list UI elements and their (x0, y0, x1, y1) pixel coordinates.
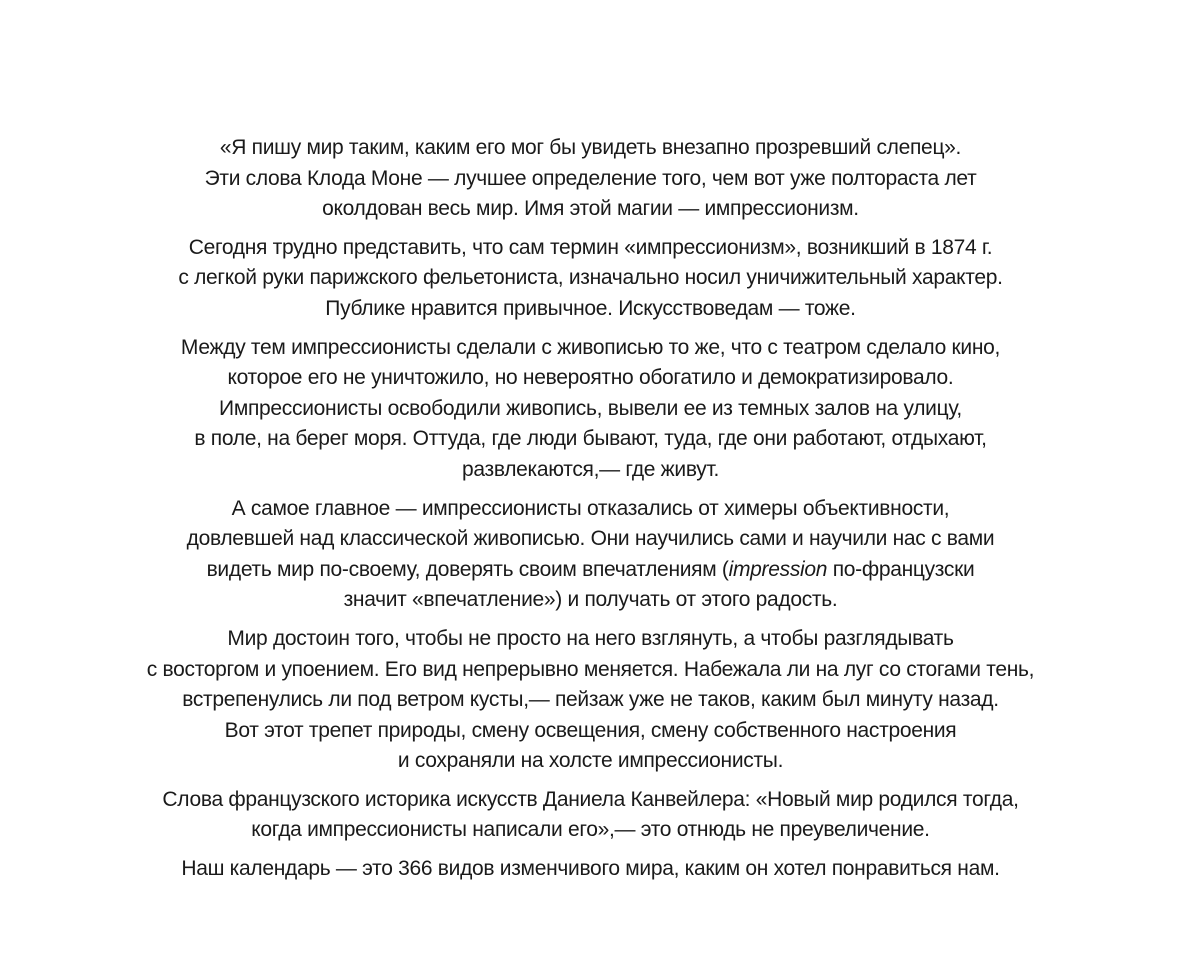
text-line: Сегодня трудно представить, что сам термин «импрессионизм», возникший в 1874 г. (188, 235, 993, 259)
intro-text (0, 133, 1181, 893)
text-line: «Я пишу мир таким, каким его мог бы увидеть внезапно прозревший слепец». (219, 136, 962, 159)
paragraph-objectivity (0, 494, 1181, 616)
text-line: и сохраняли на холсте импрессионисты. (397, 749, 784, 773)
text-line: встрепенулись ли под ветром кусты,— пейзаж уже не таков, каким был минуту назад. (182, 688, 999, 712)
text-line: значит «впечатление») и получать от этого радость. (343, 588, 838, 612)
paragraph-cinema-comparison (0, 333, 1181, 486)
text-line: когда импрессионисты написали его»,— это отнюдь не преувеличение. (251, 818, 930, 842)
text-line: Импрессионисты освободили живопись, вывели ее из темных залов на улицу, (219, 396, 962, 420)
paragraph-kahnweiler-quote (0, 785, 1181, 846)
text-line: в поле, на берег моря. Оттуда, где люди бывают, туда, где они работают, отдыхают, (194, 427, 987, 451)
italic-term: impression (728, 557, 828, 581)
text-line: Слова французского историка искусств Даниела Канвейлера: «Новый мир родился тогда, (162, 787, 1019, 811)
text-segment: видеть мир по-своему, доверять своим впечатлениям ( (206, 557, 729, 581)
text-line: развлекаются,— где живут. (462, 457, 719, 481)
text-line: Мир достоин того, чтобы не просто на него взглянуть, а чтобы разглядывать (227, 626, 954, 650)
text-segment: по-французски (827, 557, 975, 581)
paragraph-nature (0, 624, 1181, 777)
paragraph-monet-quote (0, 133, 1181, 225)
text-line: Эти слова Клода Моне — лучшее определение того, чем вот уже полтораста лет (204, 166, 977, 190)
paragraph-term-origin (0, 233, 1181, 325)
text-line: Между тем импрессионисты сделали с живописью то же, что с театром сделало кино, (180, 335, 1001, 359)
text-line: Вот этот трепет природы, смену освещения, смену собственного настроения (224, 718, 957, 742)
text-line (0, 555, 1181, 586)
text-line: Наш календарь — это 366 видов изменчивого мира, каким он хотел понравиться нам. (181, 857, 1000, 881)
text-line: околдован весь мир. Имя этой магии — импрессионизм. (322, 197, 859, 221)
text-line: Публике нравится привычное. Искусствоведам — тоже. (325, 296, 856, 320)
text-line: довлевшей над классической живописью. Они научились сами и научили нас с вами (186, 527, 995, 551)
paragraph-calendar (0, 854, 1181, 885)
text-line: А самое главное — импрессионисты отказались от химеры объективности, (231, 496, 950, 520)
text-line: с восторгом и упоением. Его вид непрерывно меняется. Набежала ли на луг со стогами тень, (146, 657, 1035, 681)
text-line: которое его не уничтожило, но невероятно обогатило и демократизировало. (227, 366, 954, 390)
text-line: с легкой руки парижского фельетониста, изначально носил уничижительный характер. (178, 266, 1003, 290)
